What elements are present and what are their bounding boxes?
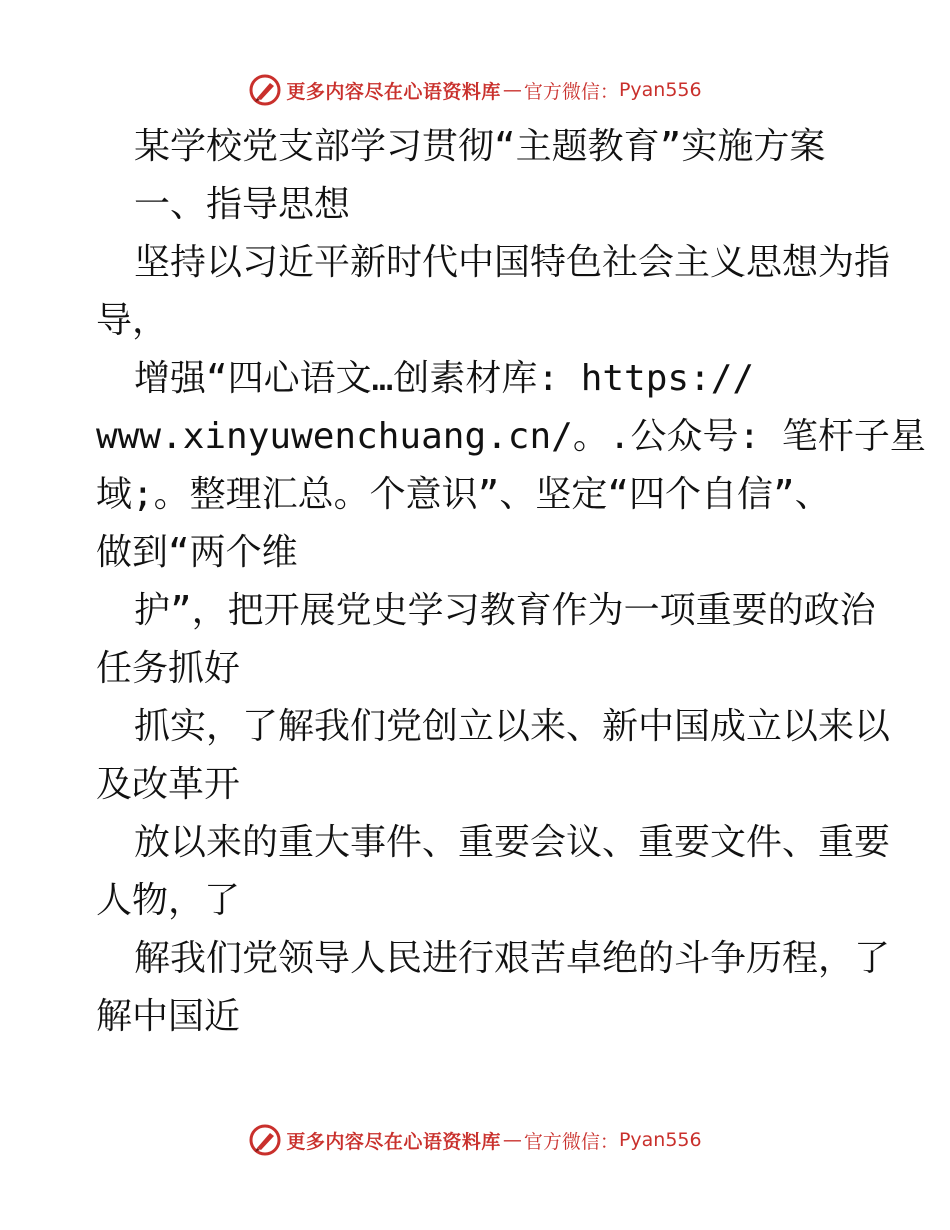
body-line: www.xinyuwenchuang.cn/。.公众号: 笔杆子星 <box>96 416 926 457</box>
footer-banner <box>0 1122 950 1158</box>
banner-main-text: 更多内容尽在心语资料库 <box>286 80 501 103</box>
body-line: 增强“四心语文…创素材库: https:// <box>134 358 755 399</box>
body-line: 解我们党领导人民进行艰苦卓绝的斗争历程，了 <box>134 938 891 979</box>
body-line: 做到“两个维 <box>96 532 298 573</box>
banner-separator: — <box>502 1129 522 1151</box>
body-line: 任务抓好 <box>96 648 241 689</box>
document-body <box>96 118 926 1046</box>
banner-wechat-label: 官方微信： <box>523 80 619 103</box>
pen-circle-logo-icon <box>248 1123 282 1157</box>
body-line: 放以来的重大事件、重要会议、重要文件、重要 <box>134 822 891 863</box>
banner-content <box>248 1123 701 1157</box>
banner-wechat-id: Pyan556 <box>618 1129 702 1151</box>
banner-main-text: 更多内容尽在心语资料库 <box>286 1130 501 1153</box>
pen-circle-logo-icon <box>248 73 282 107</box>
body-line: 解中国近 <box>96 996 241 1037</box>
header-banner <box>0 72 950 108</box>
body-line: 及改革开 <box>96 764 241 805</box>
banner-separator: — <box>502 79 522 101</box>
section-heading: 一、指导思想 <box>134 184 351 225</box>
document-title: 某学校党支部学习贯彻“主题教育”实施方案 <box>134 126 826 167</box>
banner-content <box>248 73 701 107</box>
body-line: 人物，了 <box>96 880 241 921</box>
banner-wechat-label: 官方微信： <box>523 1130 619 1153</box>
body-line: 护”，把开展党史学习教育作为一项重要的政治 <box>134 590 876 631</box>
body-line: 抓实，了解我们党创立以来、新中国成立以来以 <box>134 706 891 747</box>
body-line: 坚持以习近平新时代中国特色社会主义思想为指 <box>134 242 891 283</box>
body-line: 导， <box>96 300 169 341</box>
body-line: 域;。整理汇总。个意识”、坚定“四个自信”、 <box>96 474 831 515</box>
banner-wechat-id: Pyan556 <box>618 79 702 101</box>
